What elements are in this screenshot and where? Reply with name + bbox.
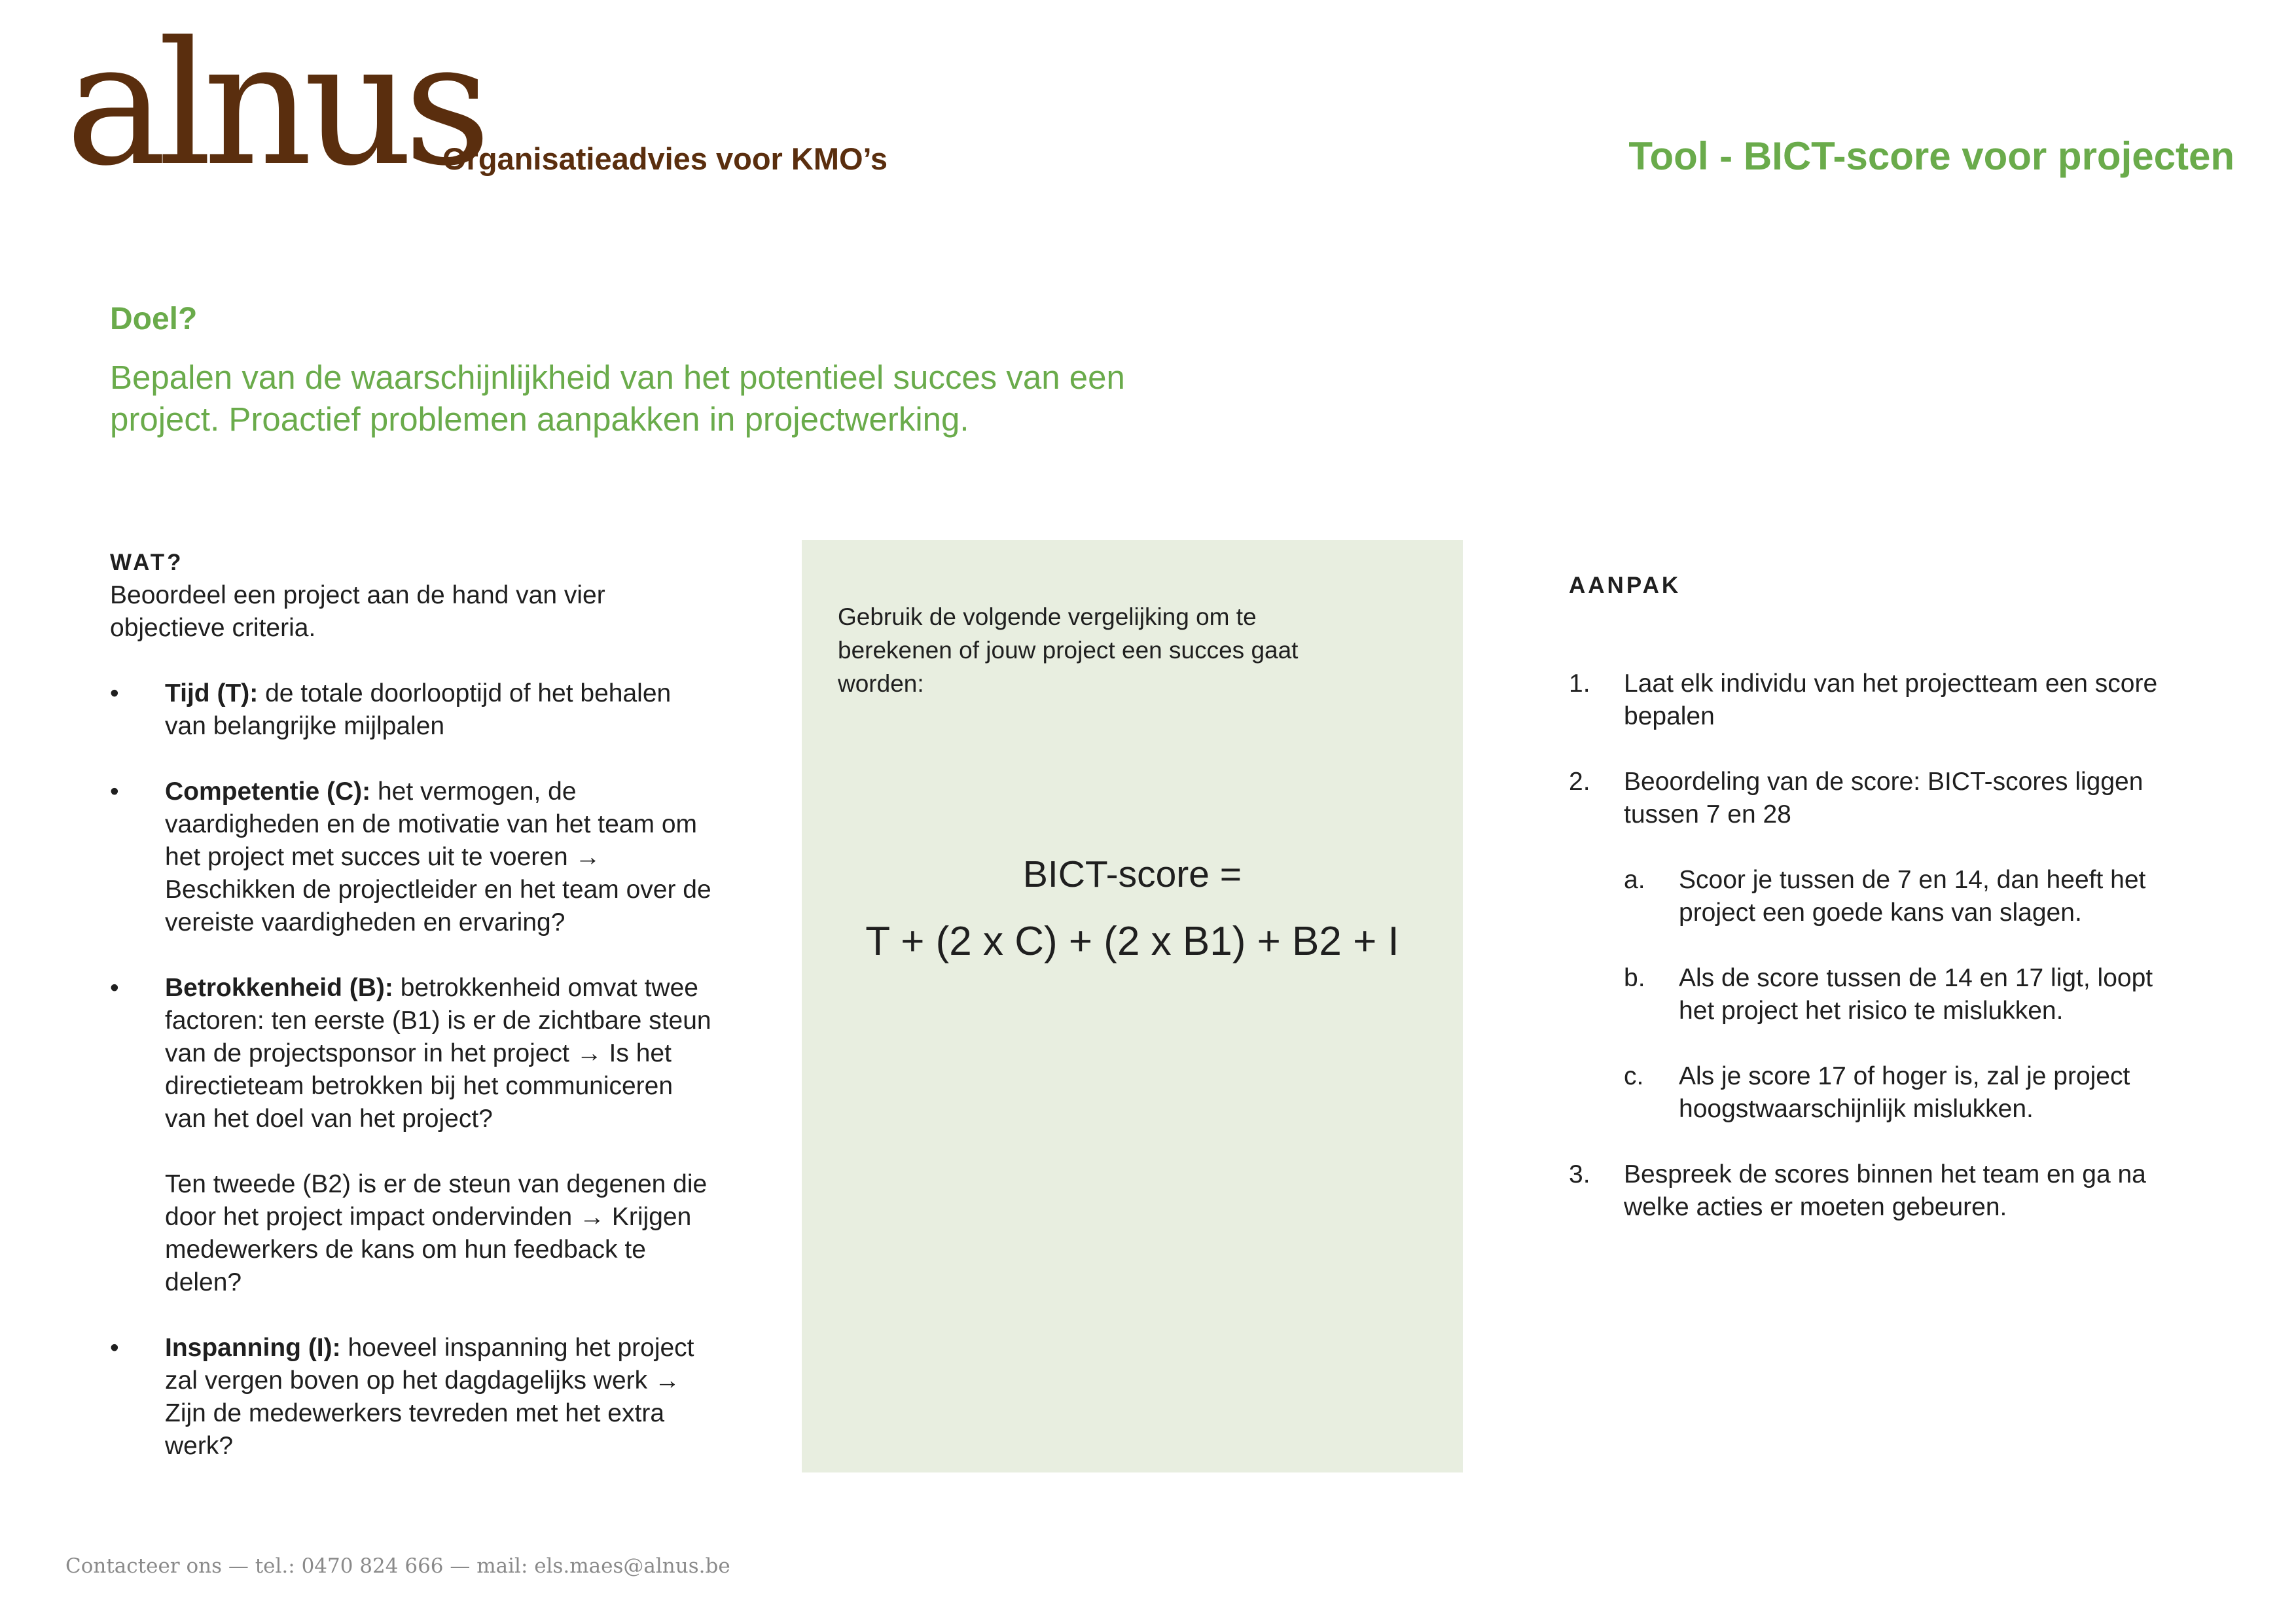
criterion-extra-text: Ten tweede (B2) is er de steun van degenen die door het project impact ondervinden → Krijgen medewerkers de kans om hun feedback te delen? — [165, 1170, 708, 1296]
alnus-logo: alnus — [65, 6, 482, 204]
criterion-text: hoeveel inspanning het project zal vergen boven op het dagdagelijks werk → Zijn de medewerkers tevreden met het extra werk? — [165, 1334, 694, 1460]
criterion-betrokkenheid — [110, 972, 719, 1299]
wat-section — [110, 546, 719, 1463]
wat-heading: WAT? — [110, 550, 184, 575]
step-text: Beoordeling van de score: BICT-scores liggen tussen 7 en 28 — [1624, 768, 2144, 829]
aanpak-heading: AANPAK — [1569, 573, 1681, 598]
formula-box — [802, 540, 1463, 1472]
bullet-icon: • — [110, 1334, 119, 1362]
substep-letter: c. — [1624, 1062, 1644, 1090]
formula-intro: Gebruik de volgende vergelijking om te berekenen of jouw project een succes gaat worden: — [838, 603, 1299, 697]
substep-a — [1624, 864, 2191, 929]
bullet-icon: • — [110, 777, 119, 806]
step-number: 1. — [1569, 669, 1590, 698]
formula-label: BICT-score = — [1022, 853, 1242, 895]
wat-intro: Beoordeel een project aan de hand van vier objectieve criteria. — [110, 581, 605, 642]
step-number: 2. — [1569, 768, 1590, 796]
substep-b — [1624, 962, 2191, 1027]
criterion-competentie — [110, 776, 719, 939]
doel-heading: Doel? — [110, 302, 198, 336]
substep-text: Als je score 17 of hoger is, zal je project hoogstwaarschijnlijk mislukken. — [1679, 1062, 2130, 1123]
criterion-text: betrokkenheid omvat twee factoren: ten eerste (B1) is er de zichtbare steun van de projectsponsor in het project → Is het directieteam betrokken bij het communiceren van het doel van het project? — [165, 974, 711, 1133]
aanpak-section — [1569, 569, 2191, 1224]
substep-text: Als de score tussen de 14 en 17 ligt, loopt het project het risico te mislukken. — [1679, 964, 2153, 1025]
criterion-tijd — [110, 677, 719, 743]
criterion-inspanning — [110, 1332, 719, 1463]
step-text: Bespreek de scores binnen het team en ga na welke acties er moeten gebeuren. — [1624, 1160, 2146, 1221]
substep-c — [1624, 1060, 2191, 1126]
criterion-term: Inspanning (I): — [165, 1334, 341, 1362]
criterion-term: Betrokkenheid (B): — [165, 974, 393, 1002]
footer-contact: Contacteer ons — tel.: 0470 824 666 — mail: els.maes@alnus.be — [65, 1554, 730, 1578]
criterion-term: Tijd (T): — [165, 679, 259, 707]
criterion-text: de totale doorlooptijd of het behalen van belangrijke mijlpalen — [165, 679, 672, 740]
tool-title: Tool - BICT-score voor projecten — [1628, 134, 2234, 178]
bullet-icon: • — [110, 974, 119, 1002]
step-1 — [1569, 668, 2191, 733]
step-3 — [1569, 1158, 2191, 1224]
step-text: Laat elk individu van het projectteam een score bepalen — [1624, 669, 2158, 730]
bullet-icon: • — [110, 679, 119, 707]
criterion-text: het vermogen, de vaardigheden en de motivatie van het team om het project met succes uit te voeren → Beschikken de projectleider en het team over de vereiste vaardigheden en ervaring? — [165, 777, 711, 936]
substep-letter: a. — [1624, 866, 1645, 894]
substep-text: Scoor je tussen de 7 en 14, dan heeft het project een goede kans van slagen. — [1679, 866, 2146, 927]
step-2 — [1569, 766, 2191, 1126]
tagline: Organisatieadvies voor KMO’s — [442, 141, 888, 176]
step-number: 3. — [1569, 1160, 1590, 1188]
substep-letter: b. — [1624, 964, 1645, 992]
formula-equation: T + (2 x C) + (2 x B1) + B2 + I — [865, 919, 1399, 964]
doel-text: Bepalen van de waarschijnlijkheid van het potentieel succes van een project. Proactief problemen aanpakken in projectwerking. — [110, 359, 1125, 438]
criterion-term: Competentie (C): — [165, 777, 371, 806]
